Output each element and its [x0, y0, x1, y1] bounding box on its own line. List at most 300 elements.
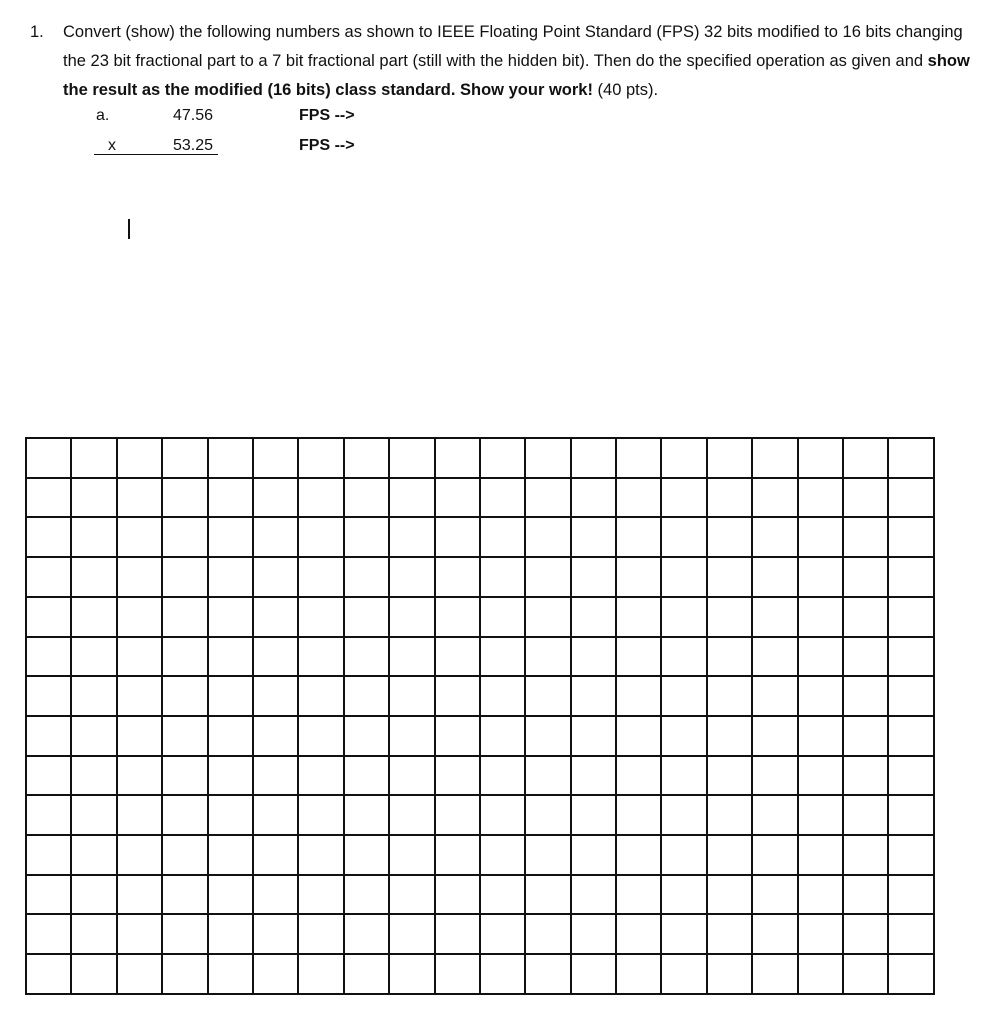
grid-cell[interactable] — [253, 716, 298, 756]
grid-cell[interactable] — [752, 875, 797, 915]
grid-cell[interactable] — [661, 875, 706, 915]
grid-cell[interactable] — [117, 438, 162, 478]
grid-cell[interactable] — [435, 517, 480, 557]
grid-cell[interactable] — [707, 478, 752, 518]
grid-cell[interactable] — [525, 954, 570, 994]
grid-cell[interactable] — [208, 716, 253, 756]
grid-cell[interactable] — [843, 875, 888, 915]
grid-cell[interactable] — [571, 676, 616, 716]
grid-cell[interactable] — [117, 835, 162, 875]
grid-cell[interactable] — [117, 517, 162, 557]
grid-cell[interactable] — [389, 478, 434, 518]
grid-cell[interactable] — [389, 875, 434, 915]
grid-cell[interactable] — [571, 835, 616, 875]
grid-cell[interactable] — [26, 795, 71, 835]
grid-cell[interactable] — [798, 716, 843, 756]
grid-cell[interactable] — [571, 438, 616, 478]
grid-cell[interactable] — [843, 478, 888, 518]
grid-cell[interactable] — [208, 557, 253, 597]
grid-cell[interactable] — [71, 716, 116, 756]
grid-cell[interactable] — [480, 597, 525, 637]
grid-cell[interactable] — [571, 795, 616, 835]
operand-underline — [94, 154, 218, 155]
grid-cell[interactable] — [752, 637, 797, 677]
grid-cell[interactable] — [298, 914, 343, 954]
grid-cell[interactable] — [253, 914, 298, 954]
grid-cell[interactable] — [26, 557, 71, 597]
grid-cell[interactable] — [208, 835, 253, 875]
grid-cell[interactable] — [435, 914, 480, 954]
grid-cell[interactable] — [888, 478, 934, 518]
grid-cell[interactable] — [752, 756, 797, 796]
grid-cell[interactable] — [344, 954, 389, 994]
grid-cell[interactable] — [344, 914, 389, 954]
grid-cell[interactable] — [525, 875, 570, 915]
grid-cell[interactable] — [707, 676, 752, 716]
grid-cell[interactable] — [798, 676, 843, 716]
grid-cell[interactable] — [843, 914, 888, 954]
grid-cell[interactable] — [162, 637, 207, 677]
grid-cell[interactable] — [298, 557, 343, 597]
grid-cell[interactable] — [616, 716, 661, 756]
grid-row — [26, 795, 934, 835]
grid-cell[interactable] — [843, 795, 888, 835]
grid-cell[interactable] — [798, 597, 843, 637]
grid-cell[interactable] — [571, 637, 616, 677]
grid-cell[interactable] — [571, 478, 616, 518]
grid-cell[interactable] — [298, 875, 343, 915]
grid-cell[interactable] — [253, 676, 298, 716]
grid-cell[interactable] — [71, 637, 116, 677]
grid-cell[interactable] — [298, 676, 343, 716]
grid-cell[interactable] — [480, 875, 525, 915]
grid-cell[interactable] — [798, 637, 843, 677]
grid-cell[interactable] — [389, 756, 434, 796]
grid-row — [26, 716, 934, 756]
grid-cell[interactable] — [435, 557, 480, 597]
grid-cell[interactable] — [298, 835, 343, 875]
grid-cell[interactable] — [162, 597, 207, 637]
grid-cell[interactable] — [525, 914, 570, 954]
grid-cell[interactable] — [208, 954, 253, 994]
grid-cell[interactable] — [344, 478, 389, 518]
problem-label: a. — [96, 107, 110, 124]
grid-cell[interactable] — [26, 716, 71, 756]
grid-cell[interactable] — [26, 756, 71, 796]
grid-cell[interactable] — [435, 756, 480, 796]
grid-cell[interactable] — [298, 756, 343, 796]
grid-cell[interactable] — [661, 557, 706, 597]
grid-cell[interactable] — [435, 875, 480, 915]
grid-cell[interactable] — [616, 954, 661, 994]
grid-cell[interactable] — [707, 835, 752, 875]
grid-cell[interactable] — [344, 875, 389, 915]
grid-cell[interactable] — [26, 914, 71, 954]
grid-cell[interactable] — [253, 478, 298, 518]
grid-cell[interactable] — [26, 875, 71, 915]
grid-cell[interactable] — [344, 676, 389, 716]
grid-cell[interactable] — [480, 795, 525, 835]
grid-cell[interactable] — [298, 517, 343, 557]
grid-cell[interactable] — [389, 676, 434, 716]
grid-cell[interactable] — [162, 795, 207, 835]
grid-cell[interactable] — [435, 597, 480, 637]
question-number: 1. — [30, 23, 44, 41]
grid-cell[interactable] — [344, 438, 389, 478]
fps-label-2: FPS --> — [299, 137, 355, 154]
grid-cell[interactable] — [344, 716, 389, 756]
grid-cell[interactable] — [752, 795, 797, 835]
grid-cell[interactable] — [798, 795, 843, 835]
grid-cell[interactable] — [798, 438, 843, 478]
grid-cell[interactable] — [480, 557, 525, 597]
grid-cell[interactable] — [253, 954, 298, 994]
grid-cell[interactable] — [752, 835, 797, 875]
grid-cell[interactable] — [71, 438, 116, 478]
grid-cell[interactable] — [571, 597, 616, 637]
grid-cell[interactable] — [26, 954, 71, 994]
grid-cell[interactable] — [253, 637, 298, 677]
grid-cell[interactable] — [707, 756, 752, 796]
grid-cell[interactable] — [117, 795, 162, 835]
grid-cell[interactable] — [661, 438, 706, 478]
grid-cell[interactable] — [480, 438, 525, 478]
grid-cell[interactable] — [480, 676, 525, 716]
grid-cell[interactable] — [888, 438, 934, 478]
grid-cell[interactable] — [344, 597, 389, 637]
grid-cell[interactable] — [298, 438, 343, 478]
grid-row — [26, 478, 934, 518]
grid-cell[interactable] — [616, 835, 661, 875]
grid-cell[interactable] — [798, 954, 843, 994]
grid-cell[interactable] — [661, 795, 706, 835]
grid-cell[interactable] — [571, 954, 616, 994]
grid-cell[interactable] — [435, 795, 480, 835]
grid-cell[interactable] — [71, 835, 116, 875]
grid-cell[interactable] — [208, 756, 253, 796]
grid-cell[interactable] — [435, 676, 480, 716]
grid-cell[interactable] — [298, 597, 343, 637]
grid-cell[interactable] — [71, 756, 116, 796]
grid-cell[interactable] — [888, 517, 934, 557]
question-block — [30, 18, 980, 105]
grid-cell[interactable] — [480, 478, 525, 518]
grid-cell[interactable] — [26, 637, 71, 677]
grid-cell[interactable] — [253, 875, 298, 915]
grid-cell[interactable] — [480, 835, 525, 875]
grid-cell[interactable] — [843, 557, 888, 597]
grid-cell[interactable] — [798, 875, 843, 915]
grid-cell[interactable] — [707, 438, 752, 478]
grid-cell[interactable] — [616, 756, 661, 796]
grid-cell[interactable] — [389, 557, 434, 597]
grid-cell[interactable] — [208, 795, 253, 835]
grid-cell[interactable] — [843, 716, 888, 756]
grid-cell[interactable] — [571, 914, 616, 954]
grid-cell[interactable] — [843, 954, 888, 994]
grid-cell[interactable] — [707, 875, 752, 915]
grid-cell[interactable] — [298, 716, 343, 756]
grid-cell[interactable] — [616, 914, 661, 954]
grid-cell[interactable] — [162, 716, 207, 756]
grid-cell[interactable] — [389, 954, 434, 994]
grid-cell[interactable] — [117, 756, 162, 796]
grid-cell[interactable] — [435, 954, 480, 994]
grid-cell[interactable] — [707, 716, 752, 756]
grid-cell[interactable] — [117, 478, 162, 518]
grid-cell[interactable] — [71, 914, 116, 954]
grid-cell[interactable] — [117, 875, 162, 915]
grid-cell[interactable] — [344, 557, 389, 597]
grid-cell[interactable] — [435, 637, 480, 677]
grid-cell[interactable] — [525, 597, 570, 637]
grid-cell[interactable] — [298, 637, 343, 677]
grid-cell[interactable] — [661, 914, 706, 954]
grid-cell[interactable] — [344, 835, 389, 875]
grid-row — [26, 557, 934, 597]
grid-cell[interactable] — [888, 795, 934, 835]
grid-cell[interactable] — [752, 438, 797, 478]
grid-cell[interactable] — [616, 438, 661, 478]
grid-cell[interactable] — [888, 597, 934, 637]
grid-cell[interactable] — [571, 557, 616, 597]
grid-cell[interactable] — [117, 716, 162, 756]
grid-cell[interactable] — [208, 637, 253, 677]
grid-cell[interactable] — [888, 716, 934, 756]
grid-cell[interactable] — [253, 597, 298, 637]
grid-cell[interactable] — [26, 438, 71, 478]
grid-cell[interactable] — [525, 438, 570, 478]
grid-cell[interactable] — [843, 517, 888, 557]
question-text-part2: (40 pts). — [592, 81, 659, 99]
grid-cell[interactable] — [71, 478, 116, 518]
grid-cell[interactable] — [888, 637, 934, 677]
grid-cell[interactable] — [752, 478, 797, 518]
grid-cell[interactable] — [253, 438, 298, 478]
grid-cell[interactable] — [117, 914, 162, 954]
grid-cell[interactable] — [480, 914, 525, 954]
grid-cell[interactable] — [208, 875, 253, 915]
grid-cell[interactable] — [208, 517, 253, 557]
grid-cell[interactable] — [525, 835, 570, 875]
grid-cell[interactable] — [661, 478, 706, 518]
grid-cell[interactable] — [752, 597, 797, 637]
grid-cell[interactable] — [389, 835, 434, 875]
grid-cell[interactable] — [117, 557, 162, 597]
grid-cell[interactable] — [798, 517, 843, 557]
grid-cell[interactable] — [162, 914, 207, 954]
grid-cell[interactable] — [798, 557, 843, 597]
grid-cell[interactable] — [435, 478, 480, 518]
grid-cell[interactable] — [117, 954, 162, 994]
grid-cell[interactable] — [571, 875, 616, 915]
grid-cell[interactable] — [389, 597, 434, 637]
grid-cell[interactable] — [480, 637, 525, 677]
grid-cell[interactable] — [707, 954, 752, 994]
grid-cell[interactable] — [344, 795, 389, 835]
grid-cell[interactable] — [752, 716, 797, 756]
grid-cell[interactable] — [525, 795, 570, 835]
grid-cell[interactable] — [661, 517, 706, 557]
grid-cell[interactable] — [888, 875, 934, 915]
grid-row — [26, 835, 934, 875]
grid-cell[interactable] — [435, 716, 480, 756]
grid-cell[interactable] — [162, 478, 207, 518]
work-grid-table[interactable] — [25, 437, 935, 995]
grid-cell[interactable] — [480, 756, 525, 796]
grid-cell[interactable] — [888, 676, 934, 716]
grid-cell[interactable] — [661, 676, 706, 716]
text-cursor — [128, 219, 130, 239]
grid-cell[interactable] — [253, 835, 298, 875]
grid-cell[interactable] — [389, 914, 434, 954]
grid-cell[interactable] — [752, 676, 797, 716]
grid-cell[interactable] — [298, 478, 343, 518]
grid-cell[interactable] — [616, 676, 661, 716]
grid-cell[interactable] — [208, 914, 253, 954]
grid-cell[interactable] — [71, 795, 116, 835]
grid-cell[interactable] — [117, 676, 162, 716]
operator-multiply: x — [108, 137, 116, 154]
grid-cell[interactable] — [525, 637, 570, 677]
question-text-part1: Convert (show) the following numbers as shown to IEEE Floating Point Standard (FPS) 32 bits modified to 16 bits changing the 23 bit fractional part to a 7 bit fractional part (still with the hidden bit). Then do the specified operation as given and — [63, 23, 963, 70]
grid-cell[interactable] — [435, 438, 480, 478]
grid-cell[interactable] — [843, 637, 888, 677]
grid-cell[interactable] — [707, 914, 752, 954]
grid-cell[interactable] — [480, 716, 525, 756]
grid-cell[interactable] — [616, 478, 661, 518]
grid-cell[interactable] — [389, 795, 434, 835]
grid-cell[interactable] — [71, 676, 116, 716]
grid-cell[interactable] — [525, 756, 570, 796]
grid-cell[interactable] — [71, 597, 116, 637]
grid-cell[interactable] — [26, 676, 71, 716]
grid-cell[interactable] — [208, 438, 253, 478]
grid-cell[interactable] — [525, 517, 570, 557]
grid-cell[interactable] — [798, 835, 843, 875]
grid-cell[interactable] — [616, 875, 661, 915]
grid-cell[interactable] — [752, 557, 797, 597]
grid-cell[interactable] — [208, 676, 253, 716]
grid-cell[interactable] — [888, 756, 934, 796]
grid-cell[interactable] — [208, 478, 253, 518]
grid-cell[interactable] — [707, 597, 752, 637]
grid-cell[interactable] — [253, 756, 298, 796]
grid-cell[interactable] — [616, 597, 661, 637]
grid-cell[interactable] — [71, 557, 116, 597]
grid-cell[interactable] — [843, 676, 888, 716]
grid-cell[interactable] — [389, 438, 434, 478]
grid-cell[interactable] — [888, 954, 934, 994]
grid-cell[interactable] — [525, 478, 570, 518]
grid-cell[interactable] — [389, 637, 434, 677]
grid-cell[interactable] — [117, 637, 162, 677]
work-grid[interactable] — [25, 437, 935, 995]
grid-cell[interactable] — [26, 835, 71, 875]
grid-cell[interactable] — [162, 954, 207, 994]
grid-cell[interactable] — [616, 557, 661, 597]
grid-cell[interactable] — [616, 637, 661, 677]
grid-cell[interactable] — [707, 517, 752, 557]
grid-cell[interactable] — [843, 756, 888, 796]
grid-cell[interactable] — [253, 795, 298, 835]
grid-cell[interactable] — [661, 954, 706, 994]
grid-cell[interactable] — [888, 835, 934, 875]
grid-cell[interactable] — [71, 954, 116, 994]
grid-cell[interactable] — [798, 478, 843, 518]
grid-cell[interactable] — [26, 517, 71, 557]
grid-cell[interactable] — [208, 597, 253, 637]
grid-cell[interactable] — [661, 716, 706, 756]
grid-cell[interactable] — [661, 597, 706, 637]
grid-row — [26, 875, 934, 915]
grid-cell[interactable] — [162, 438, 207, 478]
fps-label-1: FPS --> — [299, 107, 355, 124]
grid-cell[interactable] — [571, 716, 616, 756]
grid-cell[interactable] — [661, 756, 706, 796]
grid-cell[interactable] — [162, 875, 207, 915]
grid-cell[interactable] — [525, 676, 570, 716]
grid-cell[interactable] — [707, 637, 752, 677]
grid-cell[interactable] — [298, 954, 343, 994]
grid-cell[interactable] — [707, 795, 752, 835]
grid-cell[interactable] — [843, 597, 888, 637]
grid-cell[interactable] — [162, 835, 207, 875]
grid-cell[interactable] — [26, 478, 71, 518]
grid-cell[interactable] — [344, 756, 389, 796]
grid-cell[interactable] — [707, 557, 752, 597]
grid-cell[interactable] — [344, 517, 389, 557]
grid-cell[interactable] — [571, 517, 616, 557]
grid-cell[interactable] — [616, 795, 661, 835]
grid-cell[interactable] — [389, 517, 434, 557]
grid-cell[interactable] — [798, 914, 843, 954]
grid-row — [26, 676, 934, 716]
grid-cell[interactable] — [162, 676, 207, 716]
grid-cell[interactable] — [798, 756, 843, 796]
grid-cell[interactable] — [26, 597, 71, 637]
grid-cell[interactable] — [888, 914, 934, 954]
grid-cell[interactable] — [162, 517, 207, 557]
grid-cell[interactable] — [117, 597, 162, 637]
grid-cell[interactable] — [71, 875, 116, 915]
grid-cell[interactable] — [162, 557, 207, 597]
grid-cell[interactable] — [253, 517, 298, 557]
grid-cell[interactable] — [888, 557, 934, 597]
grid-cell[interactable] — [661, 835, 706, 875]
grid-cell[interactable] — [298, 795, 343, 835]
grid-cell[interactable] — [344, 637, 389, 677]
grid-cell[interactable] — [843, 835, 888, 875]
grid-cell[interactable] — [661, 637, 706, 677]
question-text-bold: show the result as the modified (16 bits) class standard. Show your work! — [63, 52, 970, 99]
grid-cell[interactable] — [571, 756, 616, 796]
grid-cell[interactable] — [525, 557, 570, 597]
grid-cell[interactable] — [435, 835, 480, 875]
grid-cell[interactable] — [162, 756, 207, 796]
grid-cell[interactable] — [752, 914, 797, 954]
grid-cell[interactable] — [71, 517, 116, 557]
grid-cell[interactable] — [843, 438, 888, 478]
grid-cell[interactable] — [752, 517, 797, 557]
grid-cell[interactable] — [525, 716, 570, 756]
grid-cell[interactable] — [389, 716, 434, 756]
grid-cell[interactable] — [253, 557, 298, 597]
grid-cell[interactable] — [616, 517, 661, 557]
grid-cell[interactable] — [480, 954, 525, 994]
grid-cell[interactable] — [752, 954, 797, 994]
grid-cell[interactable] — [480, 517, 525, 557]
